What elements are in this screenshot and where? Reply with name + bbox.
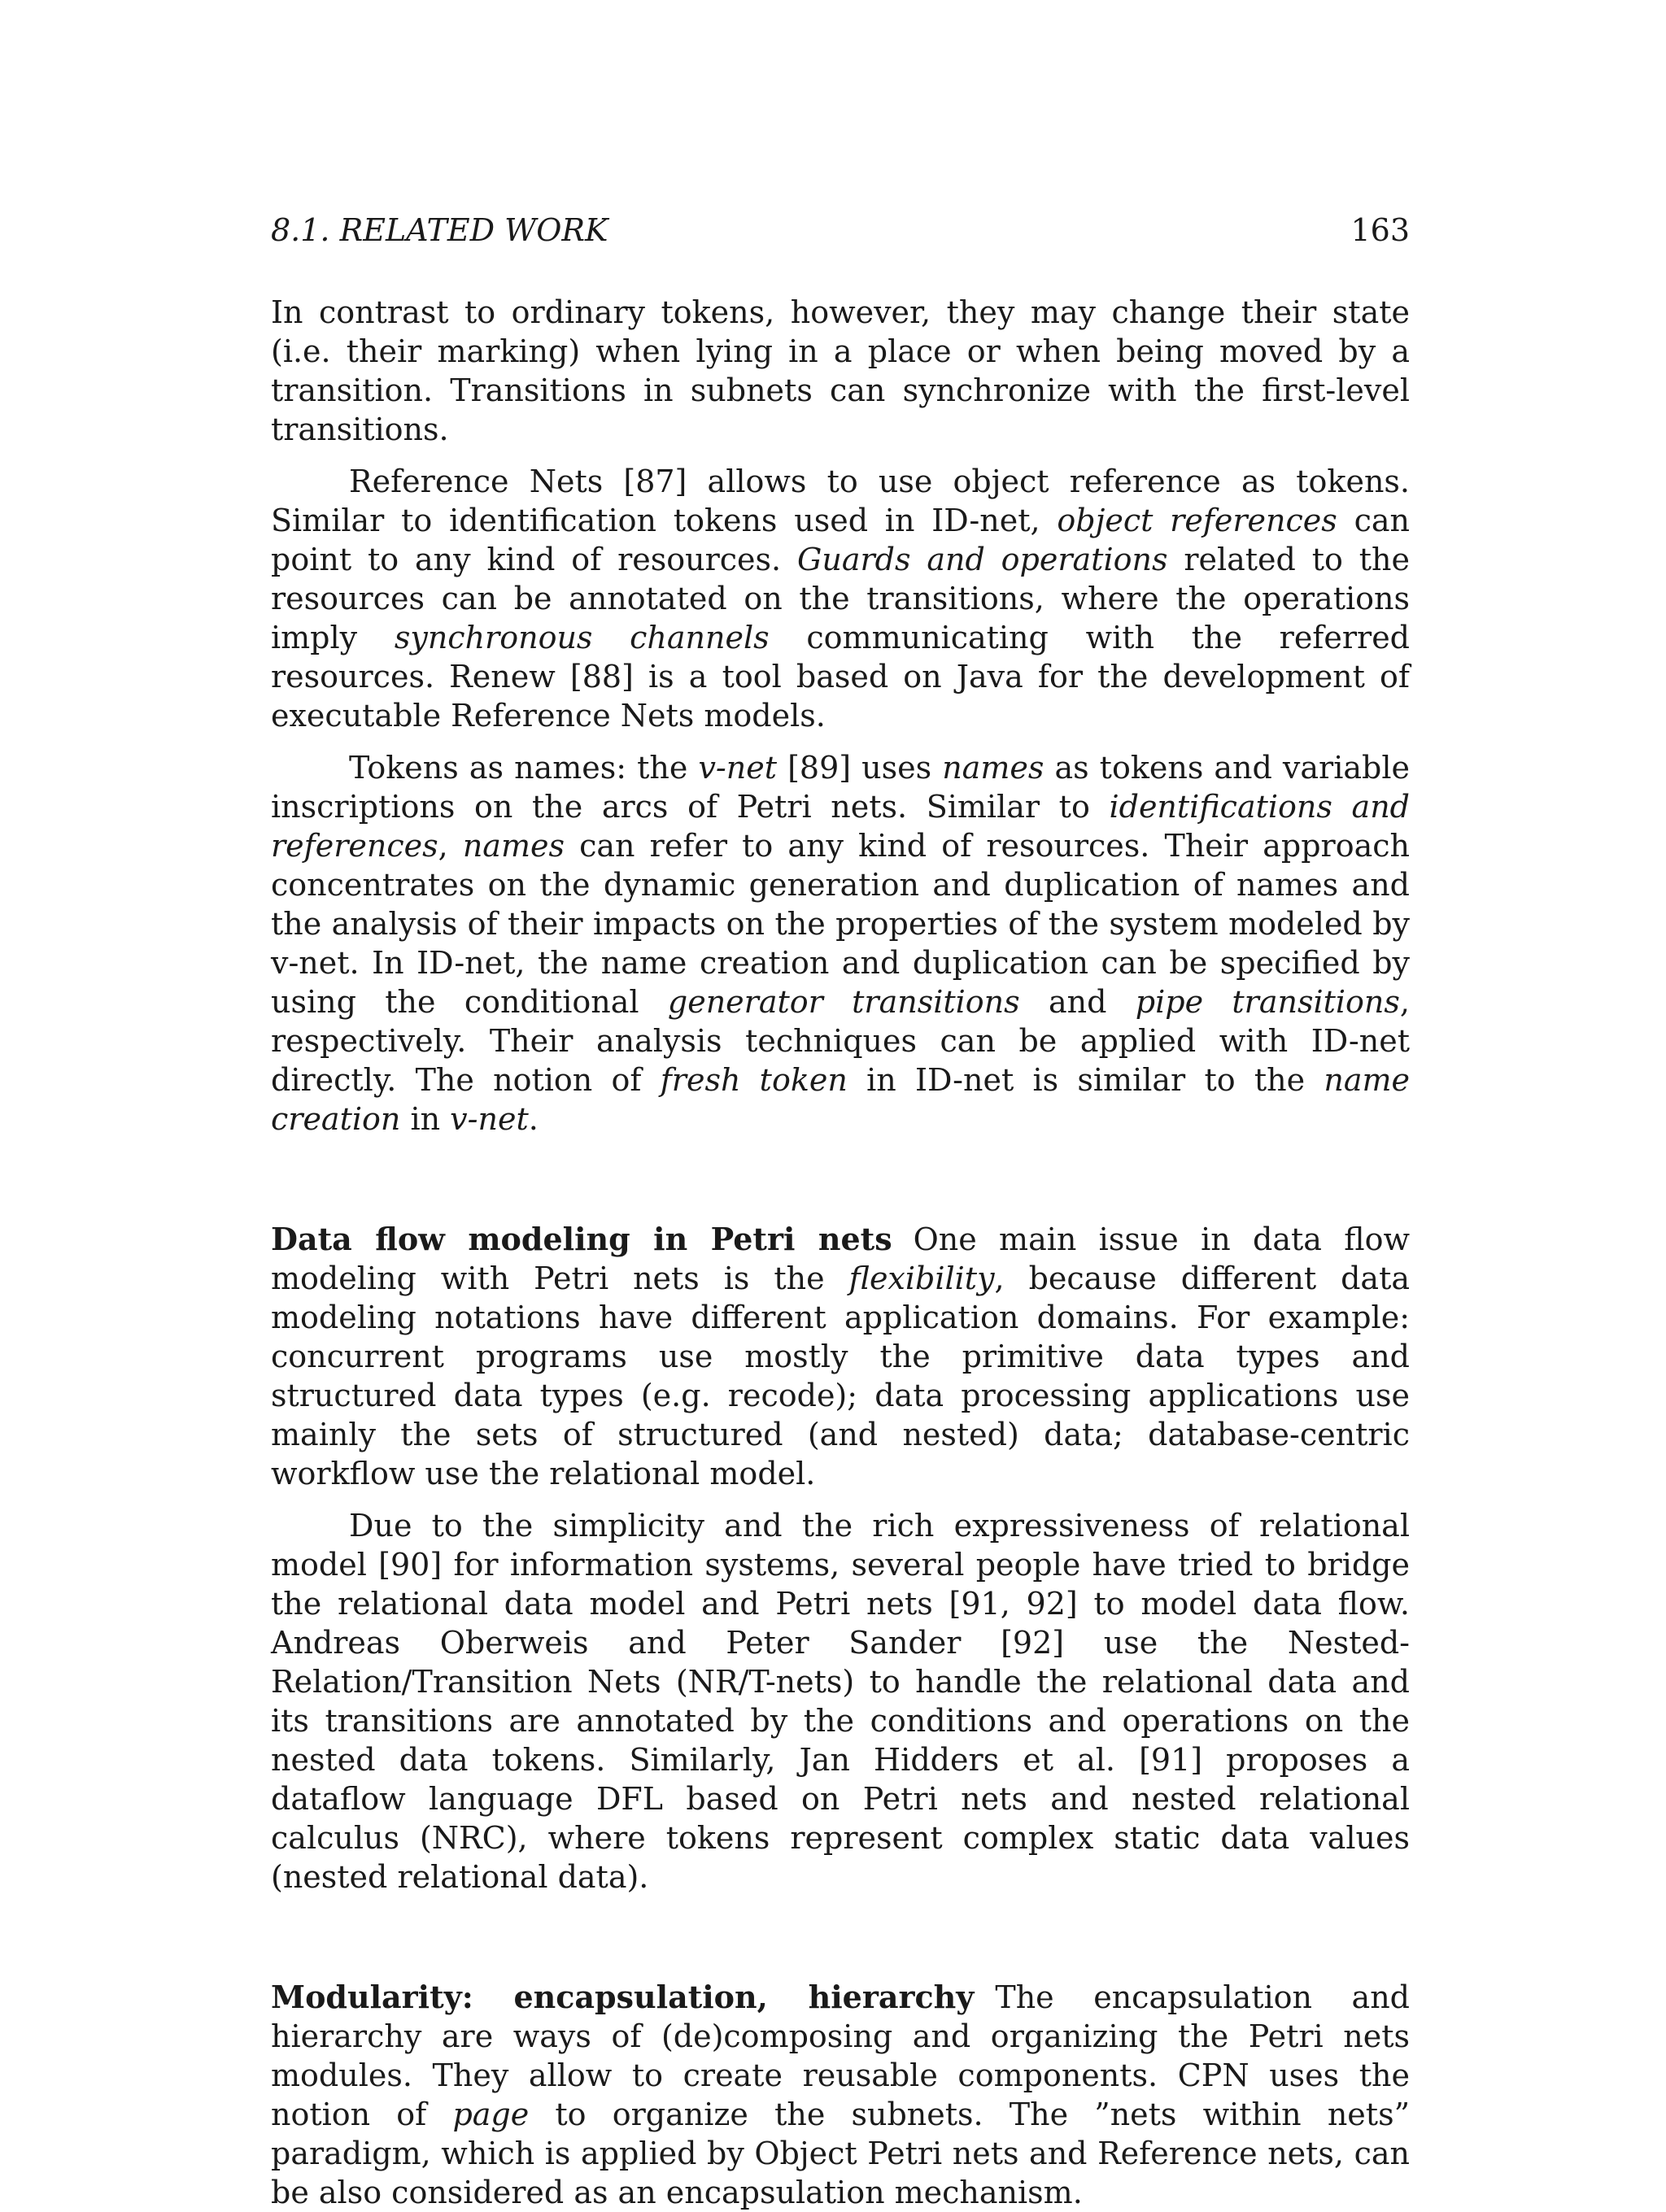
page bbox=[271, 210, 1410, 2212]
section-heading-data-flow: Data flow modeling in Petri nets bbox=[271, 1221, 892, 1257]
paragraph-reference-nets: Reference Nets [87] allows to use object reference as tokens. Similar to identification tokens used in ID-net, object references can point to any kind of resources. Guards and operations related to the resources can be annotated on the transitions, where the operations imply synchronous channels communicating with the referred resources. Renew [88] is a tool based on Java for the development of executable Reference Nets models. bbox=[271, 464, 1411, 734]
section-title: 8.1. RELATED WORK bbox=[271, 212, 608, 248]
paragraph-data-flow-intro: Data flow modeling in Petri nets One main issue in data flow modeling with Petri nets is the flexibility, because different data modeling notations have different application domains. For example: concurrent programs use mostly the primitive data types and structured data types (e.g. recode); data processing applications use mainly the sets of structured (and nested) data; database-centric workflow use the relational model. bbox=[271, 1221, 1410, 1491]
paragraph-modularity: Modularity: encapsulation, hierarchy The encapsulation and hierarchy are ways of (de)composing and organizing the Petri nets modules. They allow to create reusable components. CPN uses the notion of page to organize the subnets. The ”nets within nets” paradigm, which is applied by Object Petri nets and Reference nets, can be also considered as an encapsulation mechanism. bbox=[271, 1979, 1410, 2210]
section-modularity bbox=[271, 1978, 1410, 2212]
paragraph-tokens-as-names: Tokens as names: the v-net [89] uses names as tokens and variable inscriptions on the arcs of Petri nets. Similar to identifications and references, names can refer to any kind of resources. Their approach concentrates on the dynamic generation and duplication of names and the analysis of their impacts on the properties of the system modeled by v-net. In ID-net, the name creation and duplication can be specified by using the conditional generator transitions and pipe transitions, respectively. Their analysis techniques can be applied with ID-net directly. The notion of fresh token in ID-net is similar to the name creation in v-net. bbox=[271, 750, 1411, 1137]
page-number: 163 bbox=[1350, 212, 1410, 248]
paragraph-relational-model: Due to the simplicity and the rich expressiveness of relational model [90] for information systems, several people have tried to bridge the relational data model and Petri nets [91, 92] to model data flow. Andreas Oberweis and Peter Sander [92] use the Nested-Relation/Transition Nets (NR/T-nets) to handle the relational data and its transitions are annotated by the conditions and operations on the nested data tokens. Similarly, Jan Hidders et al. [91] proposes a dataflow language DFL based on Petri nets and nested relational calculus (NRC), where tokens represent complex static data values (nested relational data). bbox=[271, 1508, 1410, 1895]
running-header bbox=[271, 210, 1410, 250]
paragraph-object-tokens: In contrast to ordinary tokens, however, they may change their state (i.e. their marking) when lying in a place or when being moved by a transition. Transitions in subnets can synchronize with the first-level transitions. bbox=[271, 294, 1410, 447]
body-text-block bbox=[271, 293, 1410, 1139]
section-heading-modularity: Modularity: encapsulation, hierarchy bbox=[271, 1979, 975, 2015]
section-data-flow bbox=[271, 1220, 1410, 1896]
